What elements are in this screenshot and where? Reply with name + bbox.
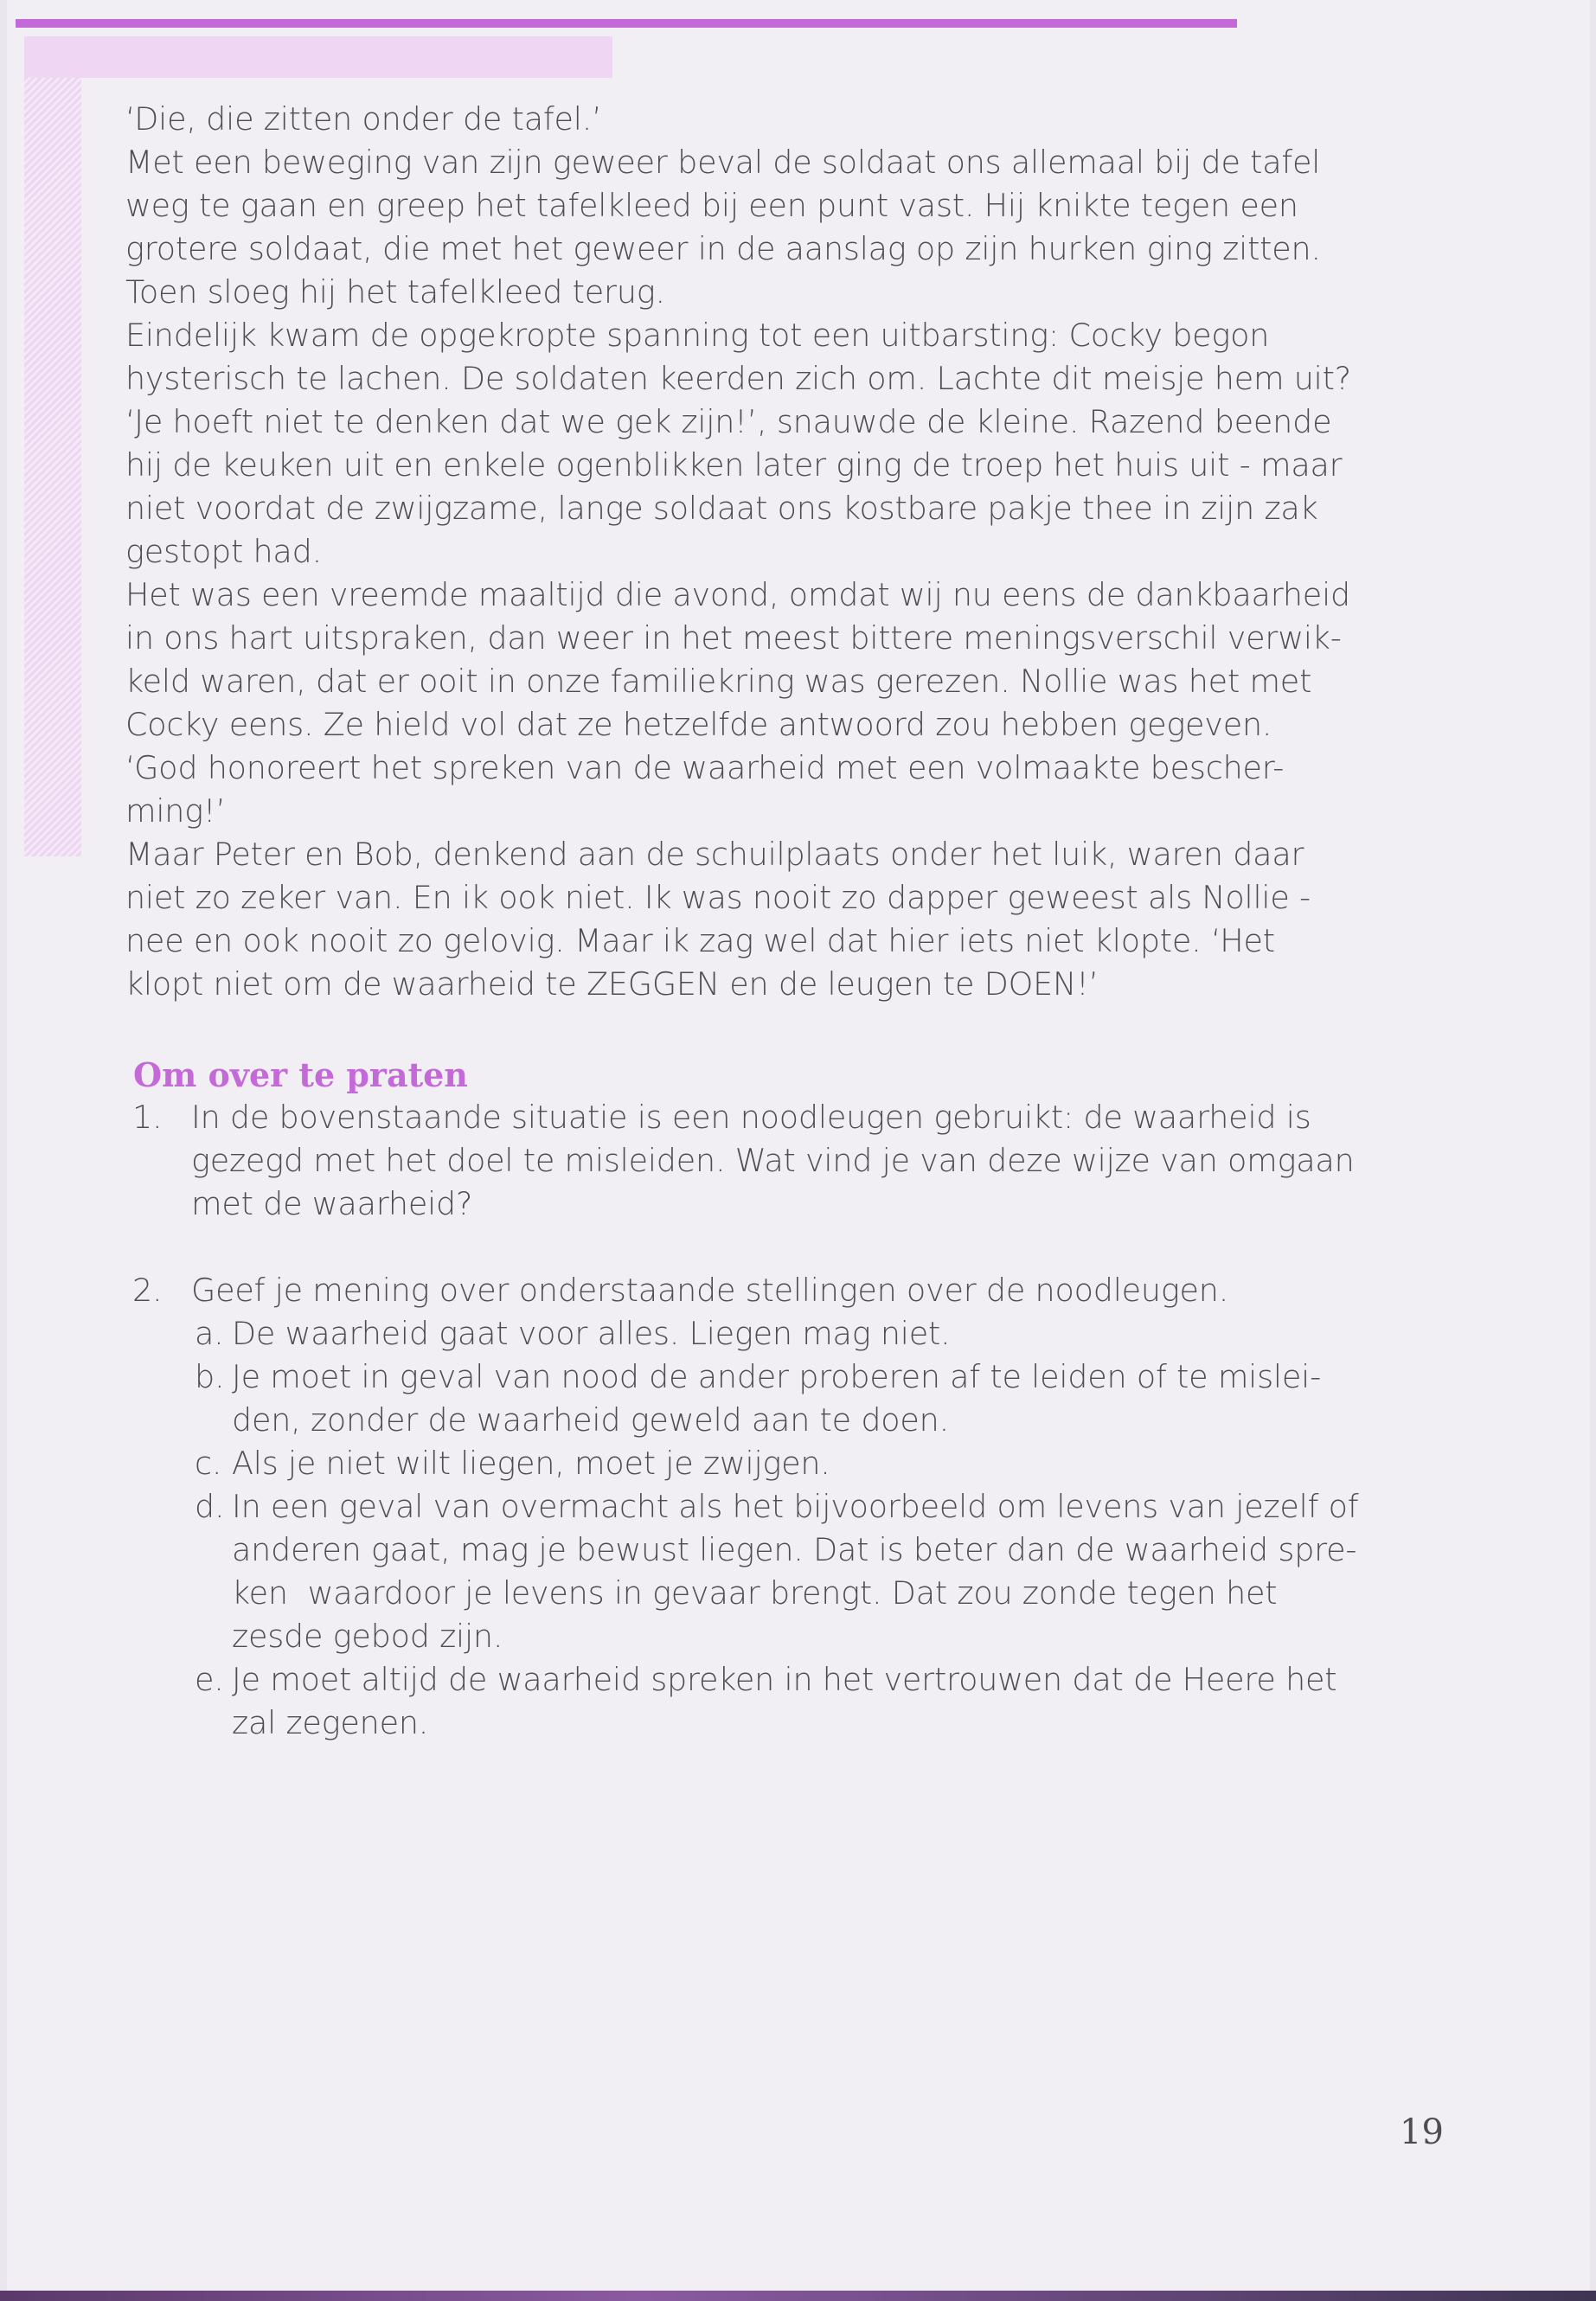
text-line: niet voordat de zwijgzame, lange soldaat ons kostbare pakje thee in zijn zak [125,490,1318,527]
text-line: hij de keuken uit en enkele ogenblikken later ging de troep het huis uit - maar [125,446,1343,484]
question-list [132,1096,1465,1745]
question-2 [132,1269,1465,1312]
text-line: weg te gaan en greep het tafelkleed bij een punt vast. Hij knikte tegen een [125,187,1298,224]
text-line: Maar Peter en Bob, denkend aan de schuilplaats onder het luik, waren daar [125,836,1304,873]
text-line: gestopt had. [125,533,322,570]
page-bottom-edge [0,2291,1596,2301]
statement-b [132,1356,1465,1442]
question-1 [132,1096,1465,1226]
side-pattern-band [24,78,81,856]
top-accent-rule [16,19,1237,28]
statement-line: anderen gaat, mag je bewust liegen. Dat is beter dan de waarheid spre- [232,1531,1357,1568]
statement-line: Als je niet wilt liegen, moet je zwijgen. [232,1445,830,1482]
text-line: in ons hart uitspraken, dan weer in het meest bittere meningsverschil verwik- [125,619,1342,657]
question-line: In de bovenstaande situatie is een noodleugen gebruikt: de waarheid is [191,1099,1311,1136]
question-line: gezegd met het doel te misleiden. Wat vind je van deze wijze van omgaan [191,1142,1355,1179]
text-line: Het was een vreemde maaltijd die avond, omdat wij nu eens de dankbaarheid [125,576,1350,613]
statement-letter: c. [195,1445,222,1482]
text-line: grotere soldaat, die met het geweer in de aanslag op zijn hurken ging zitten. [125,230,1321,267]
text-line: Cocky eens. Ze hield vol dat ze hetzelfde antwoord zou hebben gegeven. [125,706,1272,743]
statement-letter: e. [195,1661,224,1698]
question-line: met de waarheid? [191,1185,473,1222]
page-number: 19 [1400,2112,1444,2152]
section-heading: Om over te praten [133,1055,468,1094]
question-number: 2. [132,1272,163,1309]
statement-line: In een geval van overmacht als het bijvoorbeeld om levens van jezelf of [232,1488,1359,1525]
narrative-text [125,98,1449,1006]
statement-c [132,1442,1465,1485]
question-number: 1. [132,1099,163,1136]
header-tint-block [24,36,612,78]
text-line: Toen sloeg hij het tafelkleed terug. [125,273,665,311]
book-page [7,0,1590,2291]
text-line: niet zo zeker van. En ik ook niet. Ik was nooit zo dapper geweest als Nollie - [125,879,1311,916]
statement-line: Je moet in geval van nood de ander proberen af te leiden of te mislei- [232,1358,1322,1395]
question-line: Geef je mening over onderstaande stellingen over de noodleugen. [191,1272,1229,1309]
text-line: ming!’ [125,792,226,830]
statement-a [132,1312,1465,1356]
text-line: hysterisch te lachen. De soldaten keerden zich om. Lachte dit meisje hem uit? [125,360,1351,397]
statement-line: den, zonder de waarheid geweld aan te doen. [232,1401,950,1439]
text-line: ‘Die, die zitten onder de tafel.’ [125,100,602,138]
text-line: Eindelijk kwam de opgekropte spanning tot een uitbarsting: Cocky begon [125,317,1270,354]
statement-line: zesde gebod zijn. [232,1618,503,1655]
statement-line: ken waardoor je levens in gevaar brengt. Dat zou zonde tegen het [232,1574,1278,1612]
statement-e [132,1658,1465,1745]
statement-d [132,1485,1465,1658]
statement-letter: d. [195,1488,225,1525]
statement-line: Je moet altijd de waarheid spreken in het vertrouwen dat de Heere het [232,1661,1337,1698]
statement-line: De waarheid gaat voor alles. Liegen mag niet. [232,1315,951,1352]
text-line: ‘Je hoeft niet te denken dat we gek zijn!’, snauwde de kleine. Razend beende [125,403,1332,440]
text-line: ‘God honoreert het spreken van de waarheid met een volmaakte bescher- [125,749,1285,786]
text-line: nee en ook nooit zo gelovig. Maar ik zag wel dat hier iets niet klopte. ‘Het [125,922,1275,959]
statement-line: zal zegenen. [232,1704,429,1741]
text-line: Met een beweging van zijn geweer beval de soldaat ons allemaal bij de tafel [125,144,1321,181]
statement-letter: b. [195,1358,225,1395]
text-line: klopt niet om de waarheid te ZEGGEN en de leugen te DOEN!’ [125,965,1099,1003]
statement-letter: a. [195,1315,224,1352]
text-line: keld waren, dat er ooit in onze familiekring was gerezen. Nollie was het met [125,663,1312,700]
